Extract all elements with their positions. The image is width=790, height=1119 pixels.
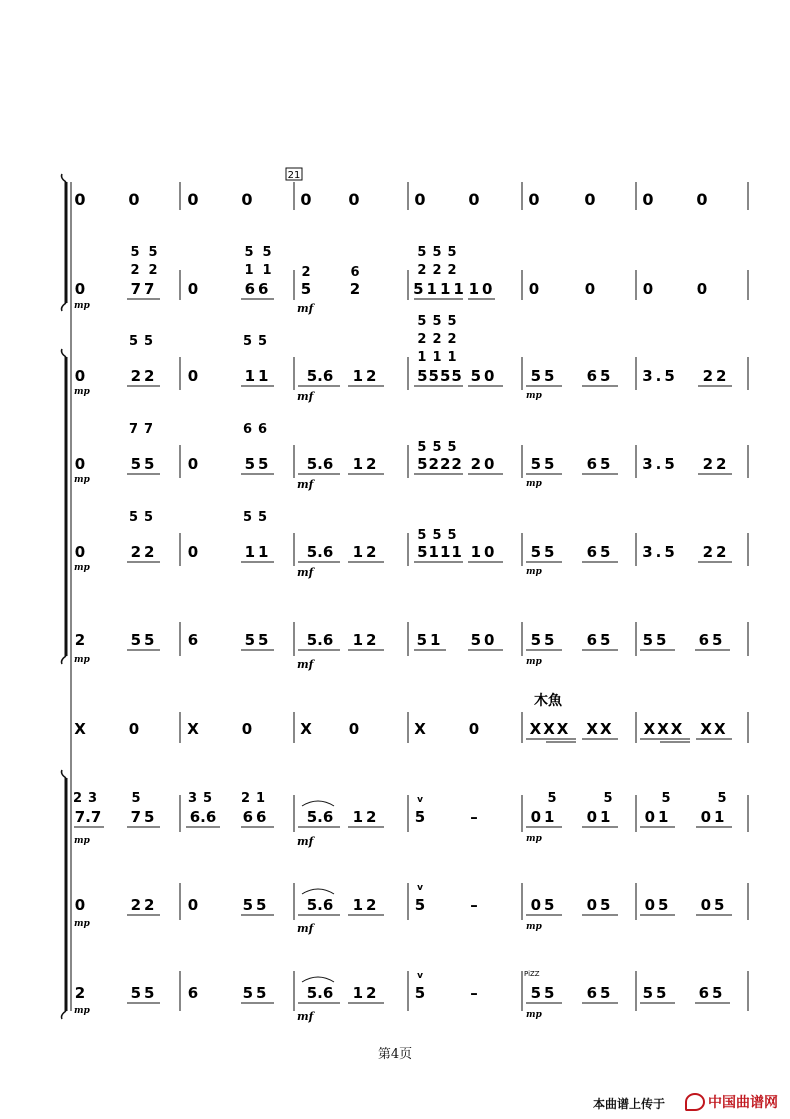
chord-note: 111 — [417, 350, 463, 365]
note: 0 — [642, 280, 654, 298]
chord-note: 2 — [130, 263, 140, 278]
chord-note: 55 — [128, 334, 160, 349]
site-logo[interactable] — [685, 1092, 778, 1112]
note: 5 — [414, 896, 426, 914]
dynamic-mf: mf — [297, 478, 314, 491]
note: 55 — [642, 631, 670, 649]
note: 0 — [241, 720, 253, 738]
note: 5111 — [417, 543, 463, 561]
note: 05 — [530, 896, 558, 914]
note: 22 — [130, 543, 158, 561]
note: 11 — [244, 543, 272, 561]
chord-note: 555 — [417, 245, 463, 260]
chord-note: 66 — [242, 422, 274, 437]
chord-note: 55 — [242, 334, 274, 349]
note: 7.7 — [74, 808, 102, 826]
row-5 — [75, 510, 732, 562]
dynamic-mp: mp — [526, 479, 542, 489]
chord-note: 6 — [350, 265, 360, 280]
note: 77 — [130, 280, 158, 298]
note: 0 — [468, 190, 480, 209]
note: 5 — [414, 984, 426, 1002]
chord-note: 23 — [72, 791, 104, 806]
note: 55 — [530, 543, 558, 561]
chord-note: 2 — [301, 265, 311, 280]
note: 55 — [130, 455, 158, 473]
note: 0 — [128, 720, 140, 738]
note: 05 — [700, 896, 728, 914]
note: 0 — [187, 896, 199, 914]
note: 55 — [244, 455, 272, 473]
note: XX — [700, 720, 728, 738]
dynamic-mp: mp — [526, 1010, 542, 1020]
rehearsal-mark: 21 — [287, 170, 301, 181]
row-8 — [73, 791, 732, 827]
chord-note: 5 — [661, 791, 671, 806]
note: 65 — [586, 543, 614, 561]
dynamic-mp: mp — [74, 1006, 90, 1016]
chord-note: 5 — [244, 245, 254, 260]
note: 0 — [468, 720, 480, 738]
note: 0 — [348, 720, 360, 738]
chord-note: 1 — [244, 263, 254, 278]
note: 12 — [352, 455, 380, 473]
note: X — [187, 720, 199, 738]
note: 0 — [74, 543, 86, 561]
note: 05 — [644, 896, 672, 914]
note: 10 — [468, 280, 496, 298]
note: 22 — [702, 455, 730, 473]
dynamic-mf: mf — [297, 658, 314, 671]
site-name: 中国曲谱网 — [708, 1095, 778, 1111]
note: 5222 — [417, 455, 463, 473]
note: 0 — [348, 190, 360, 209]
note: 22 — [702, 367, 730, 385]
note: 50 — [470, 367, 498, 385]
dynamic-mp: mp — [74, 301, 90, 311]
note: 55 — [530, 984, 558, 1002]
note: 5.6 — [306, 367, 334, 385]
logo-icon — [685, 1093, 705, 1111]
note: 55 — [530, 455, 558, 473]
note: 3.5 — [642, 367, 678, 385]
note: 5.6 — [306, 543, 334, 561]
note: 0 — [187, 280, 199, 298]
note: 65 — [586, 984, 614, 1002]
note: 0 — [584, 280, 596, 298]
note: 10 — [470, 543, 498, 561]
note: 0 — [187, 367, 199, 385]
note: 55 — [244, 631, 272, 649]
note: 0 — [74, 367, 86, 385]
dynamic-mf: mf — [297, 566, 314, 579]
note: 0 — [74, 280, 86, 298]
note: 3.5 — [642, 455, 678, 473]
note: 55 — [242, 984, 270, 1002]
note: X — [300, 720, 312, 738]
note: – — [470, 896, 478, 914]
chord-note: 5 — [148, 245, 158, 260]
note: 55 — [130, 984, 158, 1002]
note: 20 — [470, 455, 498, 473]
note: 0 — [74, 896, 86, 914]
dynamic-mp: mp — [526, 657, 542, 667]
note: 65 — [698, 984, 726, 1002]
note: 6.6 — [189, 808, 217, 826]
note: 12 — [352, 367, 380, 385]
chord-note: 222 — [417, 332, 463, 347]
note: 55 — [530, 367, 558, 385]
note: 2 — [349, 280, 361, 298]
chord-note: 5 — [717, 791, 727, 806]
note: 0 — [528, 280, 540, 298]
chord-note: 21 — [240, 791, 272, 806]
row-9 — [75, 883, 732, 915]
page-number: 第4页 — [377, 1047, 413, 1062]
note: 0 — [584, 190, 596, 209]
note: 12 — [352, 808, 380, 826]
note: 55 — [130, 631, 158, 649]
note: 2 — [74, 631, 86, 649]
note: 0 — [74, 455, 86, 473]
note: 65 — [698, 631, 726, 649]
note: 22 — [702, 543, 730, 561]
note: 66 — [242, 808, 270, 826]
dynamic-mp: mp — [74, 475, 90, 485]
note: 6 — [187, 631, 199, 649]
dynamic-mp: mp — [526, 922, 542, 932]
note: 55 — [242, 896, 270, 914]
note: XXX — [529, 720, 571, 738]
chord-note: 5 — [262, 245, 272, 260]
note: 65 — [586, 455, 614, 473]
chord-note: 555 — [417, 314, 463, 329]
note: 65 — [586, 631, 614, 649]
note: 0 — [241, 190, 253, 209]
note: – — [470, 984, 478, 1002]
dynamic-mf: mf — [297, 1010, 314, 1023]
row-10 — [75, 971, 730, 1003]
note: 01 — [586, 808, 614, 826]
note: 0 — [128, 190, 140, 209]
note: 12 — [352, 896, 380, 914]
note: 0 — [187, 190, 199, 209]
chord-note: 555 — [417, 528, 463, 543]
note: 5 — [300, 280, 312, 298]
note: 51 — [416, 631, 444, 649]
note: XXX — [643, 720, 685, 738]
chord-note: 55 — [242, 510, 274, 525]
note: 12 — [352, 543, 380, 561]
note: 65 — [586, 367, 614, 385]
note: 0 — [74, 190, 86, 209]
system-braces — [62, 174, 72, 1019]
chord-note: 5 — [547, 791, 557, 806]
chord-note: 5 — [603, 791, 613, 806]
note: 0 — [187, 455, 199, 473]
chord-note: 77 — [128, 422, 160, 437]
chord-note: 2 — [148, 263, 158, 278]
note: 22 — [130, 896, 158, 914]
breath-mark: v — [417, 883, 423, 893]
note: 0 — [696, 280, 708, 298]
row-3 — [75, 314, 732, 386]
note: X — [74, 720, 86, 738]
chord-note: 555 — [417, 440, 463, 455]
note: 12 — [352, 631, 380, 649]
dynamic-mf: mf — [297, 835, 314, 848]
dynamic-mp: mp — [526, 391, 542, 401]
note: 5.6 — [306, 808, 334, 826]
dynamic-mp: mp — [74, 836, 90, 846]
note: 5.6 — [306, 631, 334, 649]
note: 0 — [696, 190, 708, 209]
chord-note: 35 — [187, 791, 219, 806]
chord-note: 5 — [130, 245, 140, 260]
dynamic-mp: mp — [74, 655, 90, 665]
row-4 — [75, 422, 732, 474]
dynamic-mp: mp — [526, 834, 542, 844]
dynamic-mp: mp — [74, 919, 90, 929]
note: 22 — [130, 367, 158, 385]
note: X — [414, 720, 426, 738]
dynamic-mf: mf — [297, 922, 314, 935]
instrument-label: 木魚 — [534, 693, 562, 709]
breath-mark: v — [417, 795, 423, 805]
upload-notice: 本曲谱上传于 — [592, 1097, 665, 1111]
note: 5111 — [413, 280, 467, 298]
note: XX — [586, 720, 614, 738]
note: 01 — [530, 808, 558, 826]
pizz-label: PiZZ — [524, 970, 540, 978]
dynamic-mp: mp — [74, 563, 90, 573]
row-7 — [74, 720, 732, 742]
note: 5.6 — [306, 984, 334, 1002]
note: 0 — [528, 190, 540, 209]
note: 55 — [642, 984, 670, 1002]
chord-note: 5 — [131, 791, 141, 806]
note: 66 — [244, 280, 272, 298]
barlines — [180, 182, 748, 1011]
row-6 — [75, 631, 730, 650]
note: 0 — [414, 190, 426, 209]
dynamic-mp: mp — [526, 567, 542, 577]
breath-mark: v — [417, 971, 423, 981]
note: 5555 — [417, 367, 463, 385]
row-1 — [74, 190, 707, 209]
dynamic-mp: mp — [74, 387, 90, 397]
note: 6 — [187, 984, 199, 1002]
note: 55 — [530, 631, 558, 649]
note: 0 — [300, 190, 312, 209]
note: 2 — [74, 984, 86, 1002]
chord-note: 222 — [417, 263, 463, 278]
dynamic-mf: mf — [297, 390, 314, 403]
note: 0 — [642, 190, 654, 209]
note: 50 — [470, 631, 498, 649]
note: 12 — [352, 984, 380, 1002]
note: 75 — [130, 808, 158, 826]
note: 5.6 — [306, 455, 334, 473]
note: 3.5 — [642, 543, 678, 561]
note: 0 — [187, 543, 199, 561]
dynamic-mf: mf — [297, 302, 314, 315]
note: 5 — [414, 808, 426, 826]
note: 01 — [644, 808, 672, 826]
row-2 — [75, 245, 707, 299]
chord-note: 55 — [128, 510, 160, 525]
note: – — [470, 808, 478, 826]
note: 01 — [700, 808, 728, 826]
note: 11 — [244, 367, 272, 385]
note: 5.6 — [306, 896, 334, 914]
note: 05 — [586, 896, 614, 914]
chord-note: 1 — [262, 263, 272, 278]
